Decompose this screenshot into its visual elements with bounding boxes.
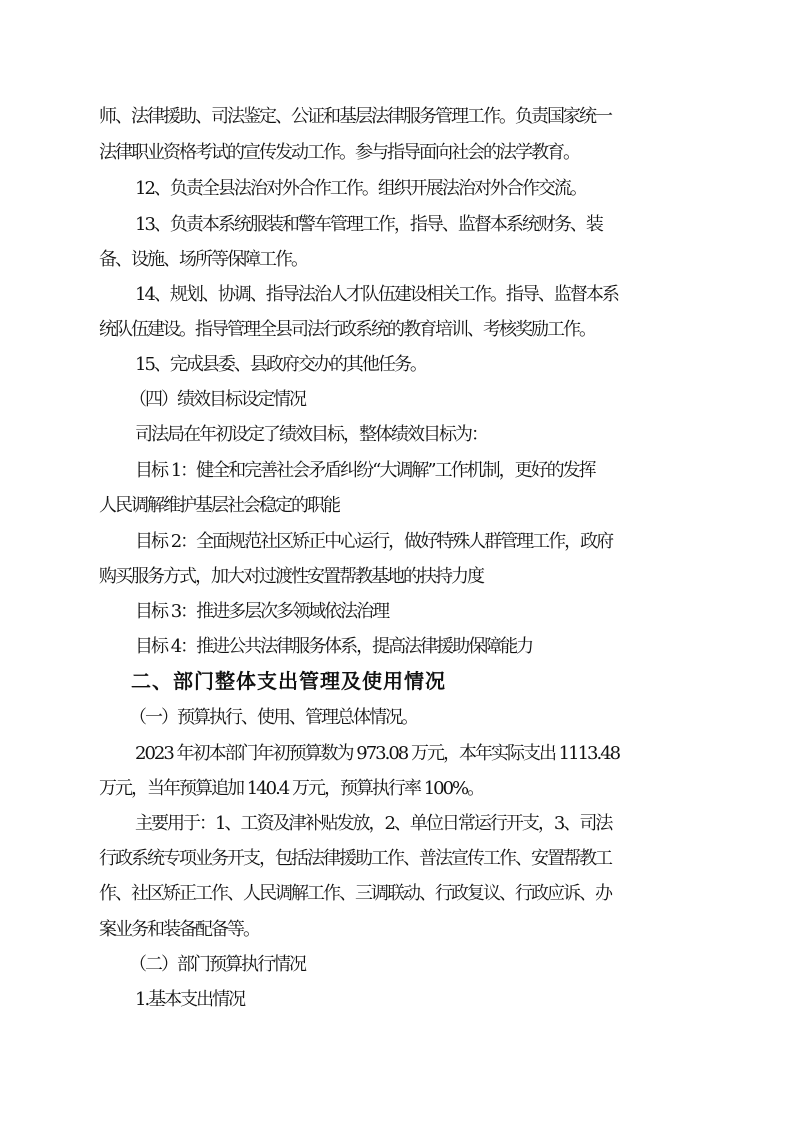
body-line: 目标 3：推进多层次多领域依法治理 (135, 601, 389, 622)
body-line: 12、负责全县法治对外合作工作。组织开展法治对外合作交流。 (135, 178, 586, 199)
body-line: 法律职业资格考试的宣传发动工作。参与指导面向社会的法学教育。 (99, 142, 579, 163)
body-line: 作、社区矫正工作、人民调解工作、三调联动、行政复议、行政应诉、办 (99, 883, 611, 904)
body-line: 15、完成县委、县政府交办的其他任务。 (135, 354, 426, 375)
body-line: 万元，当年预算追加 140.4 万元，预算执行率 100%。 (99, 778, 484, 799)
section-heading: 二、部门整体支出管理及使用情况 (131, 669, 446, 693)
body-line: 司法局在年初设定了绩效目标，整体绩效目标为： (135, 424, 487, 445)
body-line: 案业务和装备配备等。 (99, 919, 259, 940)
subsection-title: （一）预算执行、使用、管理总体情况。 (129, 707, 417, 728)
body-line: 师、法律援助、司法鉴定、公证和基层法律服务管理工作。负责国家统一 (99, 106, 611, 127)
subsection-title: （四）绩效目标设定情况 (129, 389, 305, 410)
body-line: 14、规划、协调、指导法治人才队伍建设相关工作。指导、监督本系 (135, 284, 618, 305)
body-line: 备、设施、场所等保障工作。 (99, 249, 307, 270)
body-line: 主要用于：1、工资及津补贴发放，2、单位日常运行开支，3、司法 (135, 813, 612, 834)
body-line: 目标 4：推进公共法律服务体系，提高法律援助保障能力 (135, 636, 533, 657)
body-line: 行政系统专项业务开支，包括法律援助工作、普法宣传工作、安置帮教工 (99, 848, 611, 869)
body-line: 目标 1：健全和完善社会矛盾纠纷“大调解”工作机制，更好的发挥 (135, 460, 595, 481)
subsection-title: （二）部门预算执行情况 (129, 954, 305, 975)
body-line: 2023 年初本部门年初预算数为 973.08 万元，本年实际支出 1113.48 (135, 743, 620, 764)
subsection-title: 1.基本支出情况 (135, 989, 245, 1010)
body-line: 目标 2：全面规范社区矫正中心运行，做好特殊人群管理工作，政府 (135, 531, 613, 552)
body-line: 购买服务方式，加大对过渡性安置帮教基地的扶持力度 (99, 566, 483, 587)
body-line: 13、负责本系统服装和警车管理工作，指导、监督本系统财务、装 (135, 214, 602, 235)
body-line: 统队伍建设。指导管理全县司法行政系统的教育培训、考核奖励工作。 (99, 319, 595, 340)
body-line: 人民调解维护基层社会稳定的职能 (99, 495, 339, 516)
